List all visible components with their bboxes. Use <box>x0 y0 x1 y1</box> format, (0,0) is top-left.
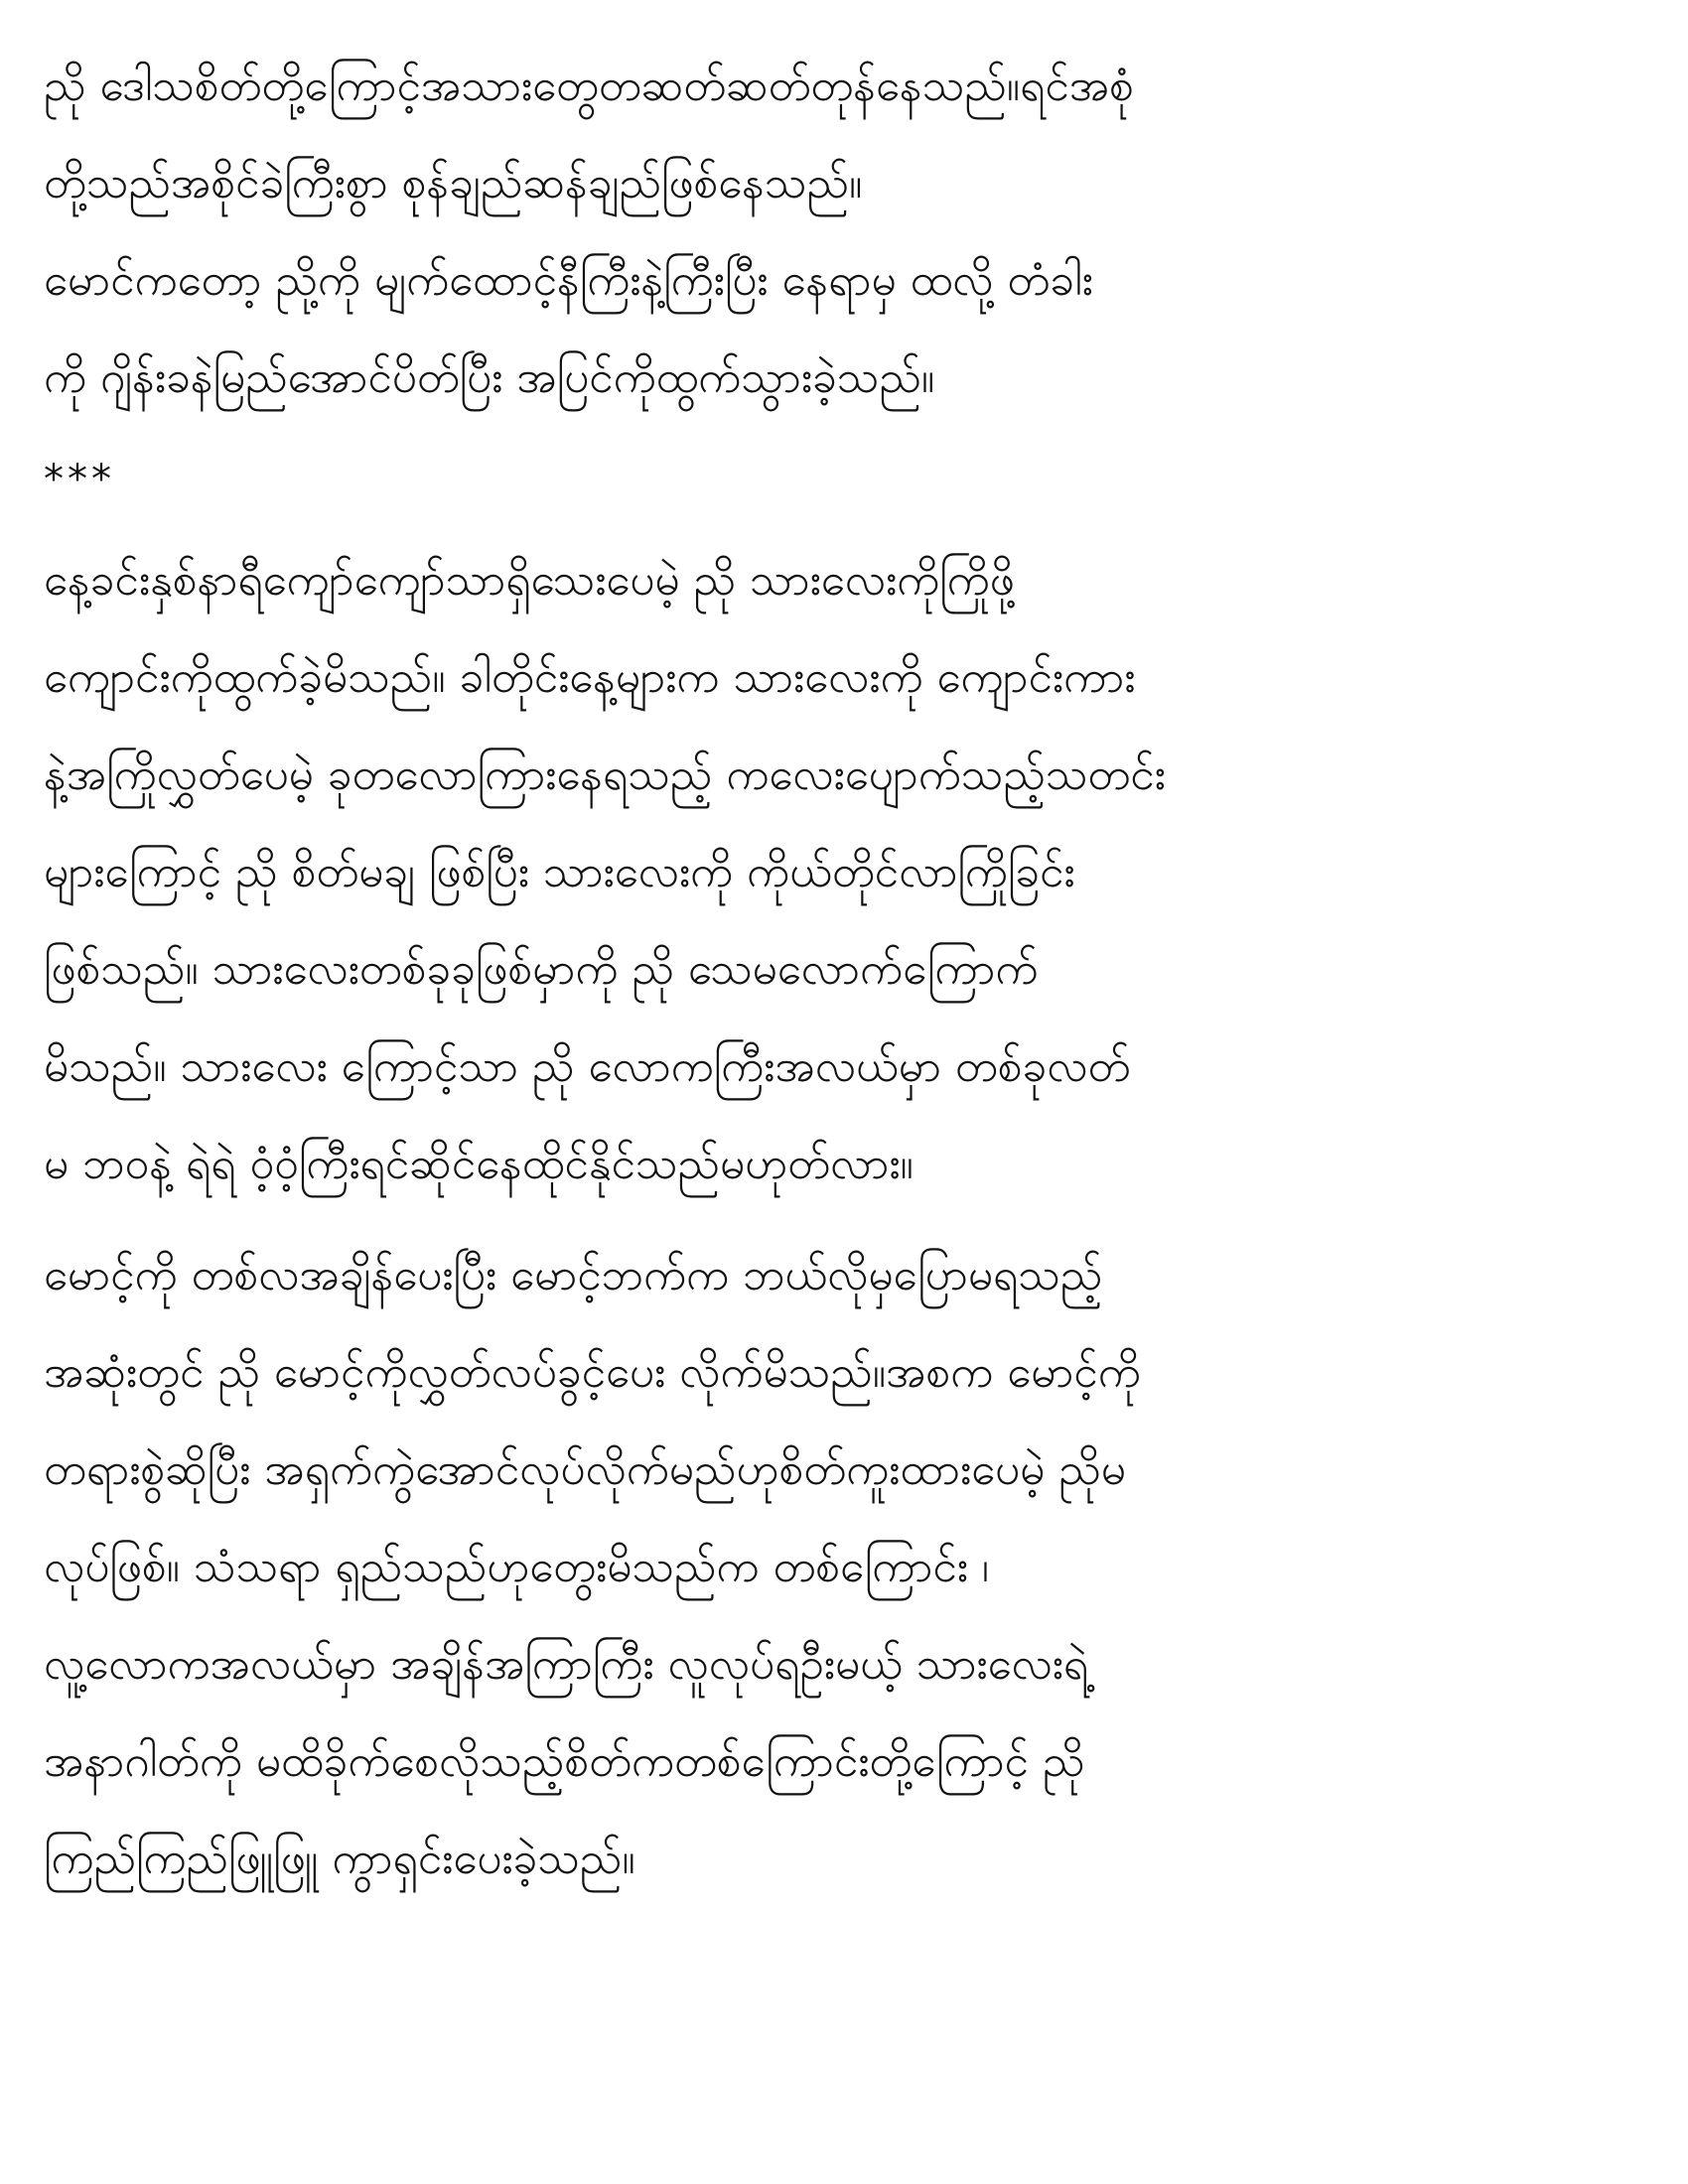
scene-break: *** <box>44 457 115 502</box>
text-line: တရားစွဲဆိုပြီး အရှက်ကွဲအောင်လုပ်လိုက်မည်ဟုစိတ်ကူးထားပေမဲ့ ညိုမ <box>44 1444 1126 1495</box>
paragraph-1 <box>44 38 1648 427</box>
text-line: ညို ဒေါသစိတ်တို့ကြောင့်အသားတွေတဆတ်ဆတ်တုန်နေသည်။ရင်အစုံ <box>44 61 1134 111</box>
paragraph-2 <box>44 532 1648 1213</box>
text-line: နေ့ခင်းနှစ်နာရီကျော်ကျော်သာရှိသေးပေမဲ့ ညို သားလေးကိုကြိုဖို့ <box>44 555 1015 606</box>
text-line: မိသည်။ သားလေး ကြောင့်သာ ညို လောကကြီးအလယ်မှာ တစ်ခုလတ် <box>44 1041 1131 1092</box>
text-line: အဆုံးတွင် ညို မောင့်ကိုလွှတ်လပ်ခွင့်ပေး လိုက်မိသည်။အစက မောင့်ကို <box>44 1347 1141 1398</box>
text-line: ကြည်ကြည်ဖြူဖြူ ကွာရှင်းပေးခဲ့သည်။ <box>44 1834 635 1884</box>
text-line: လုပ်ဖြစ်။ သံသရာ ရှည်သည်ဟုတွေးမိသည်က တစ်ကြောင်း ၊ <box>44 1542 989 1592</box>
text-line: ကို ဂျိန်းခနဲမြည်အောင်ပိတ်ပြီး အပြင်ကိုထွက်သွားခဲ့သည်။ <box>44 352 935 403</box>
text-line: မောင်ကတော့ ညို့ကို မျက်ထောင့်နီကြီးနဲ့ကြီးပြီး နေရာမှ ထလို့ တံခါး <box>44 255 1093 306</box>
text-line: ဖြစ်သည်။ သားလေးတစ်ခုခုဖြစ်မှာကို ညို သေမလောက်ကြောက် <box>44 944 1039 995</box>
paragraph-spacer <box>44 1213 1648 1227</box>
text-line: ကျောင်းကိုထွက်ခဲ့မိသည်။ ခါတိုင်းနေ့များက သားလေးကို ကျောင်းကား <box>44 652 1136 703</box>
paragraph-3 <box>44 1227 1648 1908</box>
text-line: နဲ့အကြိုလွှတ်ပေမဲ့ ခုတလောကြားနေရသည့် ကလေးပျောက်သည့်သတင်း <box>44 750 1166 800</box>
text-line: မ ဘဝနဲ့ ရဲရဲ ဝံ့ဝံ့ကြီးရင်ဆိုင်နေထိုင်နိုင်သည်မဟုတ်လား။ <box>44 1139 914 1189</box>
text-line: တို့သည်အစိုင်ခဲကြီးစွာ စုန်ချည်ဆန်ချည်ဖြစ်နေသည်။ <box>44 158 863 208</box>
text-line: မောင့်ကို တစ်လအချိန်ပေးပြီး မောင့်ဘက်က ဘယ်လိုမှပြောမရသည့် <box>44 1250 1103 1300</box>
text-line: လူ့လောကအလယ်မှာ အချိန်အကြာကြီး လူလုပ်ရဦးမယ့် သားလေးရဲ့ <box>44 1639 1089 1690</box>
text-line: များကြောင့် ညို စိတ်မချ ဖြစ်ပြီး သားလေးကို ကိုယ်တိုင်လာကြိုခြင်း <box>44 847 1075 897</box>
text-line: အနာဂါတ်ကို မထိခိုက်စေလိုသည့်စိတ်ကတစ်ကြောင်းတို့ကြောင့် ညို <box>44 1736 1085 1787</box>
